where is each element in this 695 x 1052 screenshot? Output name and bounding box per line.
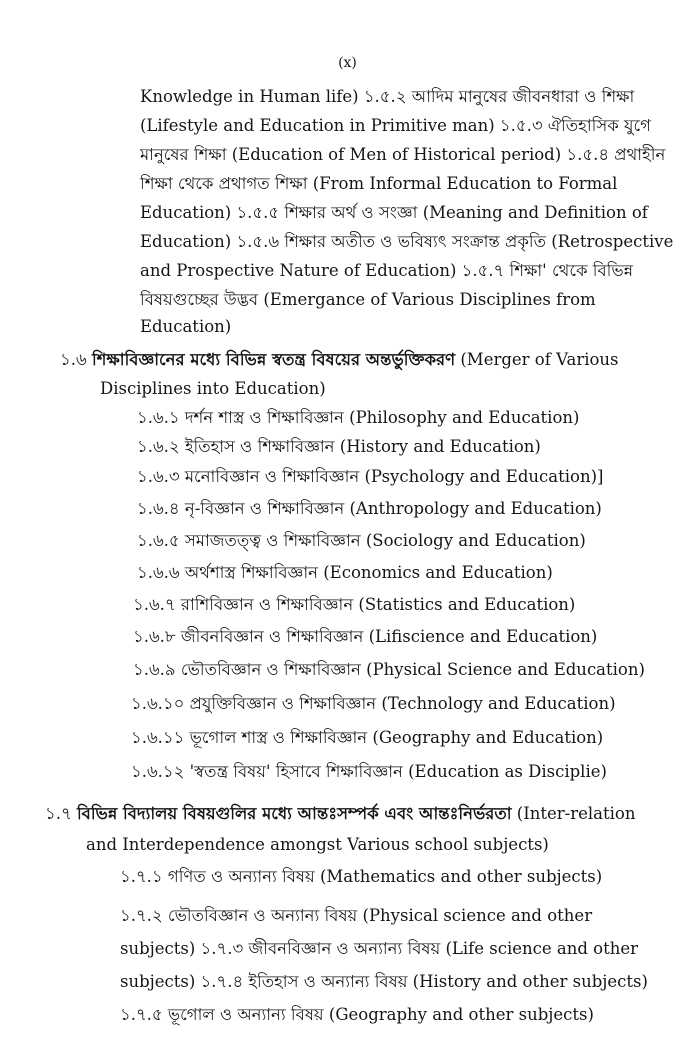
section-number: ১.৭: [45, 804, 72, 823]
list-item: ১.৬.১০ প্রযুক্তিবিজ্ঞান ও শিক্ষাবিজ্ঞান (Technology and Education): [131, 694, 616, 713]
paragraph-line: ১.৭.৫ ভূগোল ও অন্যান্য বিষয় (Geography and other subjects): [120, 1005, 594, 1024]
paragraph-line: ১.৭.১ গণিত ও অন্যান্য বিষয় (Mathematics and other subjects): [120, 867, 603, 886]
section-heading: [45, 803, 635, 825]
paragraph-line: subjects) ১.৭.৪ ইতিহাস ও অন্যান্য বিষয় (History and other subjects): [120, 972, 648, 991]
paragraph-line: Education): [140, 317, 232, 336]
section-title-english-cont: Disciplines into Education): [100, 379, 326, 398]
paragraph-line: subjects) ১.৭.৩ জীবনবিজ্ঞান ও অন্যান্য বিষয় (Life science and other: [120, 939, 639, 958]
section-title-english: (Merger of Various: [460, 350, 619, 369]
paragraph-line: শিক্ষা থেকে প্রথাগত শিক্ষা (From Informal Education to Formal: [140, 174, 618, 193]
list-item: ১.৬.৩ মনোবিজ্ঞান ও শিক্ষাবিজ্ঞান (Psychology and Education)]: [137, 467, 604, 486]
section-title-english-cont: and Interdependence amongst Various school subjects): [86, 835, 549, 854]
paragraph-line: Knowledge in Human life) ১.৫.২ আদিম মানুষের জীবনধারা ও শিক্ষা: [140, 87, 635, 106]
section-number: ১.৬: [60, 350, 87, 369]
paragraph-line: Education) ১.৫.৬ শিক্ষার অতীত ও ভবিষ্যৎ সংক্রান্ত প্রকৃতি (Retrospective: [140, 232, 674, 251]
paragraph-line: and Prospective Nature of Education) ১.৫.৭ শিক্ষা' থেকে বিভিন্ন: [140, 261, 634, 280]
list-item: ১.৬.৪ নৃ-বিজ্ঞান ও শিক্ষাবিজ্ঞান (Anthropology and Education): [137, 499, 602, 518]
list-item: ১.৬.১ দর্শন শাস্ত্র ও শিক্ষাবিজ্ঞান (Philosophy and Education): [137, 408, 580, 427]
section-title-english: (Inter-relation: [516, 804, 636, 823]
list-item: ১.৬.৫ সমাজতত্ত্ব ও শিক্ষাবিজ্ঞান (Sociology and Education): [137, 531, 586, 550]
list-item: ১.৬.৯ ভৌতবিজ্ঞান ও শিক্ষাবিজ্ঞান (Physical Science and Education): [133, 660, 645, 679]
paragraph-line: ১.৭.২ ভৌতবিজ্ঞান ও অন্যান্য বিষয় (Physical science and other: [120, 906, 593, 925]
list-item: ১.৬.৭ রাশিবিজ্ঞান ও শিক্ষাবিজ্ঞান (Statistics and Education): [133, 595, 576, 614]
page-number: (x): [338, 55, 357, 71]
paragraph-line: Education) ১.৫.৫ শিক্ষার অর্থ ও সংজ্ঞা (Meaning and Definition of: [140, 203, 648, 222]
paragraph-line: মানুষের শিক্ষা (Education of Men of Historical period) ১.৫.৪ প্রথাহীন: [140, 145, 666, 164]
paragraph-line: (Lifestyle and Education in Primitive man) ১.৫.৩ ঐতিহাসিক যুগে: [140, 116, 651, 135]
list-item: ১.৬.৬ অর্থশাস্ত্র শিক্ষাবিজ্ঞান (Economics and Education): [137, 563, 553, 582]
section-title: বিভিন্ন বিদ্যালয় বিষয়গুলির মধ্যে আন্তঃসম্পর্ক এবং আন্তঃনির্ভরতা: [76, 804, 512, 823]
section-heading: [60, 349, 619, 371]
section-title: শিক্ষাবিজ্ঞানের মধ্যে বিভিন্ন স্বতন্ত্র বিষয়ের অন্তর্ভুক্তিকরণ: [91, 350, 456, 369]
list-item: ১.৬.২ ইতিহাস ও শিক্ষাবিজ্ঞান (History and Education): [137, 437, 541, 456]
paragraph-line: বিষয়গুচ্ছের উদ্ভব (Emergance of Various Disciplines from: [140, 290, 596, 309]
list-item: ১.৬.১২ 'স্বতন্ত্র বিষয়' হিসাবে শিক্ষাবিজ্ঞান (Education as Disciplie): [131, 762, 607, 781]
list-item: ১.৬.১১ ভূগোল শাস্ত্র ও শিক্ষাবিজ্ঞান (Geography and Education): [131, 728, 604, 747]
list-item: ১.৬.৮ জীবনবিজ্ঞান ও শিক্ষাবিজ্ঞান (Lifiscience and Education): [133, 627, 598, 646]
